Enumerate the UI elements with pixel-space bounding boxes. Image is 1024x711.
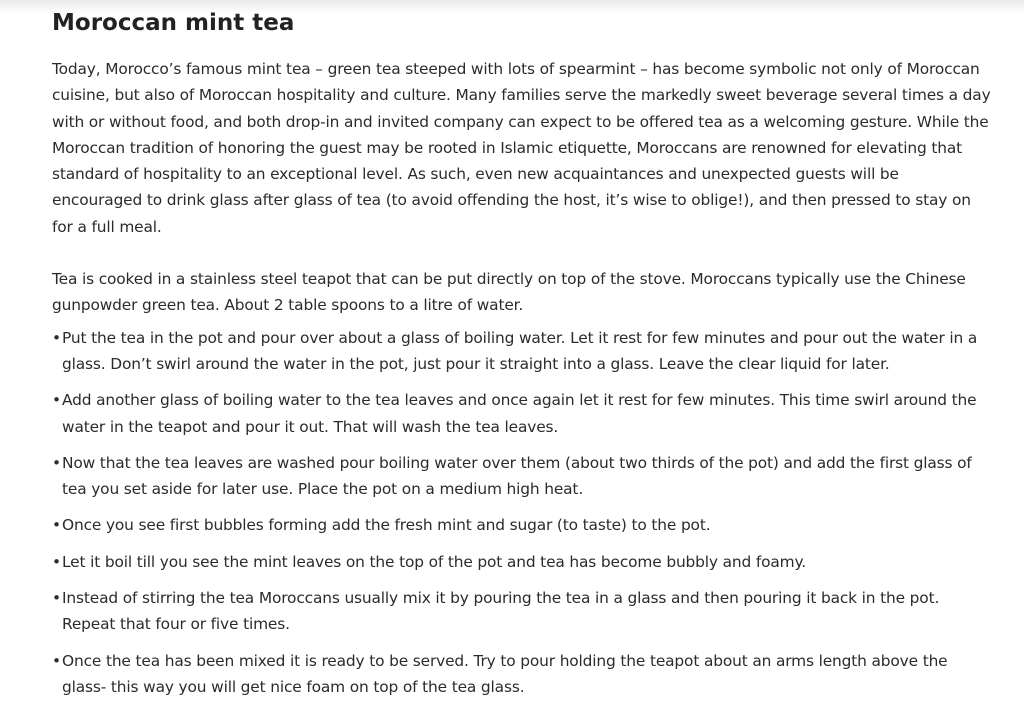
step-item [52, 450, 992, 503]
step-item [52, 387, 992, 440]
step-item [52, 512, 992, 538]
step-text: Let it boil till you see the mint leaves on the top of the pot and tea has become bubbly and foamy. [62, 552, 807, 571]
step-text: Once you see first bubbles forming add the fresh mint and sugar (to taste) to the pot. [62, 516, 711, 535]
bullet-icon: • [52, 516, 61, 535]
step-item [52, 585, 992, 638]
article-title: Moroccan mint tea [52, 10, 295, 36]
step-item [52, 325, 992, 378]
article [52, 8, 992, 710]
step-text: Once the tea has been mixed it is ready to be served. Try to pour holding the teapot about an arms length above the glass- this way you will get nice foam on top of the tea glass. [62, 651, 948, 696]
step-text: Put the tea in the pot and pour over about a glass of boiling water. Let it rest for few minutes and pour out the water in a glass. Don’t swirl around the water in the pot, just pour it straight into a glass. Leave the clear liquid for later. [62, 328, 978, 373]
step-item [52, 648, 992, 701]
intro-paragraph: Today, Morocco’s famous mint tea – green tea steeped with lots of spearmint – has become symbolic not only of Moroccan cuisine, but also of Moroccan hospitality and culture. Many families serve the markedly sweet beverage several times a day with or without food, and both drop-in and invited company can expect to be offered tea as a welcoming gesture. While the Moroccan tradition of honoring the guest may be rooted in Islamic etiquette, Moroccans are renowned for elevating that standard of hospitality to an exceptional level. As such, even new acquaintances and unexpected guests will be encouraged to drink glass after glass of tea (to avoid offending the host, it’s wise to oblige!), and then pressed to stay on for a full meal. [52, 60, 991, 236]
bullet-icon: • [52, 552, 61, 571]
step-text: Add another glass of boiling water to the tea leaves and once again let it rest for few minutes. This time swirl around the water in the teapot and pour it out. That will wash the tea leaves. [62, 391, 977, 436]
step-text: Now that the tea leaves are washed pour boiling water over them (about two thirds of the pot) and add the first glass of tea you set aside for later use. Place the pot on a medium high heat. [62, 453, 972, 499]
bullet-icon: • [52, 453, 61, 472]
step-text: Instead of stirring the tea Moroccans usually mix it by pouring the tea in a glass and then pouring it back in the pot. Repeat that four or five times. [62, 589, 940, 634]
bullet-icon: • [52, 391, 61, 410]
bullet-icon: • [52, 328, 61, 347]
steps-list [52, 325, 992, 701]
step-item [52, 549, 992, 575]
bullet-icon: • [52, 589, 61, 608]
bullet-icon: • [52, 651, 61, 670]
preparation-paragraph: Tea is cooked in a stainless steel teapot that can be put directly on top of the stove. Moroccans typically use the Chinese gunpowder green tea. About 2 table spoons to a litre of water. [52, 270, 966, 315]
